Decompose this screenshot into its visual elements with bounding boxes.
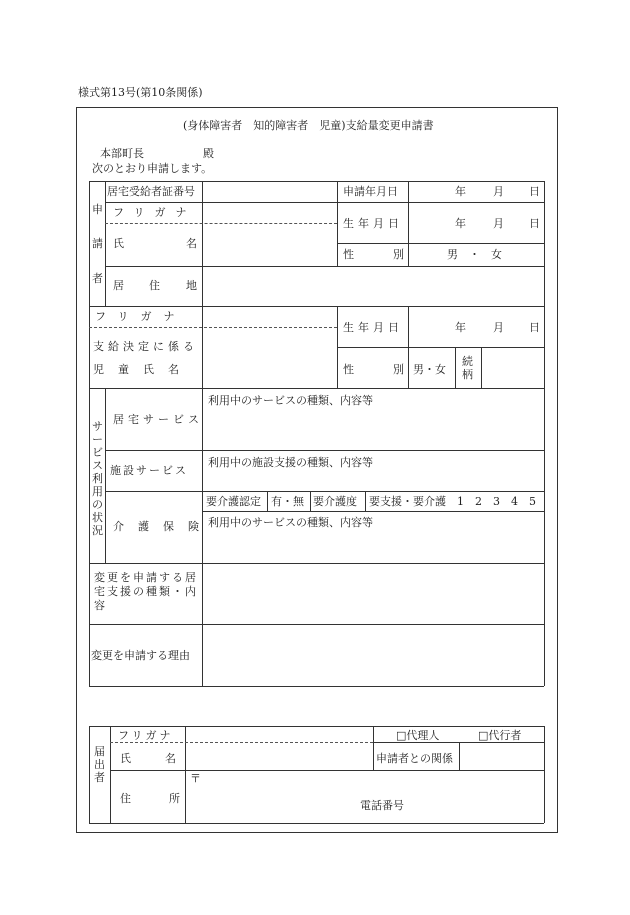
intro-text: 次のとおり申請します。 [92,162,213,175]
applicant-section-label-2: 請 [92,237,103,250]
facility-service-note: 利用中の施設支援の種類、内容等 [208,456,373,469]
form-number: 様式第13号(第10条関係) [78,86,203,99]
phone-label: 電話番号 [360,799,404,812]
date-day: 日 [529,185,540,198]
applicant-gender-label-1: 性 [343,248,354,261]
submitter-section-label: 届出者 [94,745,105,784]
care-level-label: 要介護度 [313,495,357,508]
home-service-note: 利用中のサービスの種類、内容等 [208,394,373,407]
birth-day: 日 [529,217,540,230]
agent-checkbox[interactable]: □代理人 [396,729,440,742]
change-reason-label: 変更を申請する理由 [91,649,190,662]
child-birth-month: 月 [493,321,504,334]
submitter-address-label-2: 所 [169,792,180,805]
applicant-gender-label-2: 別 [393,248,404,261]
applicant-gender-options: 男 ・ 女 [447,248,502,261]
submitter-address-label-1: 住 [120,792,131,805]
care-cert-options: 有・無 [271,495,304,508]
applicant-furigana-label: フリガナ [113,206,197,219]
submitter-furigana-label: フリガナ [118,729,174,742]
child-birth-label: 生年月日 [343,321,403,334]
applicant-name-label-1: 氏 [113,237,124,250]
child-name-label-1: 支給決定に係る [93,340,198,353]
cert-number-label: 居宅受給者証番号 [107,185,195,198]
relation-label: 申請者との関係 [376,752,453,765]
services-section-label: サービス利用の状況 [92,420,103,537]
change-type-label: 変更を申請する居宅支援の種類・内容 [94,571,198,612]
application-date-label: 申請年月日 [343,185,398,198]
applicant-section-label-3: 者 [92,272,103,285]
date-year: 年 [455,185,466,198]
birth-year: 年 [455,217,466,230]
submitter-name-label-1: 氏 [120,752,131,765]
honorific: 殿 [203,147,214,160]
applicant-name-label-2: 名 [186,237,197,250]
care-insurance-label: 介護保険 [113,520,213,533]
address-label-2: 住 [149,279,160,292]
postal-mark: 〒 [190,772,201,785]
facility-service-label: 施設サービス [110,464,188,477]
address-label-3: 地 [186,279,197,292]
care-cert-label: 要介護認定 [206,495,261,508]
child-relation-label: 続柄 [462,355,473,381]
child-furigana-label: フリガナ [95,310,187,323]
child-birth-day: 日 [529,321,540,334]
submitter-name-label-2: 名 [165,752,176,765]
child-gender-options: 男・女 [413,363,446,376]
address-label-1: 居 [113,279,124,292]
form-title: (身体障害者 知的障害者 児童)支給量変更申請書 [183,119,434,132]
applicant-section-label-1: 申 [92,203,103,216]
child-birth-year: 年 [455,321,466,334]
child-gender-label-1: 性 [343,363,354,376]
applicant-birth-label: 生年月日 [343,217,403,230]
child-gender-label-2: 別 [393,363,404,376]
date-month: 月 [493,185,504,198]
home-service-label: 居宅サービス [113,413,203,426]
care-service-note: 利用中のサービスの種類、内容等 [208,516,373,529]
child-name-label-2: 児童氏名 [93,363,193,376]
care-level-options: 要支援・要介護 1 2 3 4 5 [369,495,536,508]
proxy-checkbox[interactable]: □代行者 [478,729,522,742]
addressee: 本部町長 [100,147,144,160]
birth-month: 月 [493,217,504,230]
